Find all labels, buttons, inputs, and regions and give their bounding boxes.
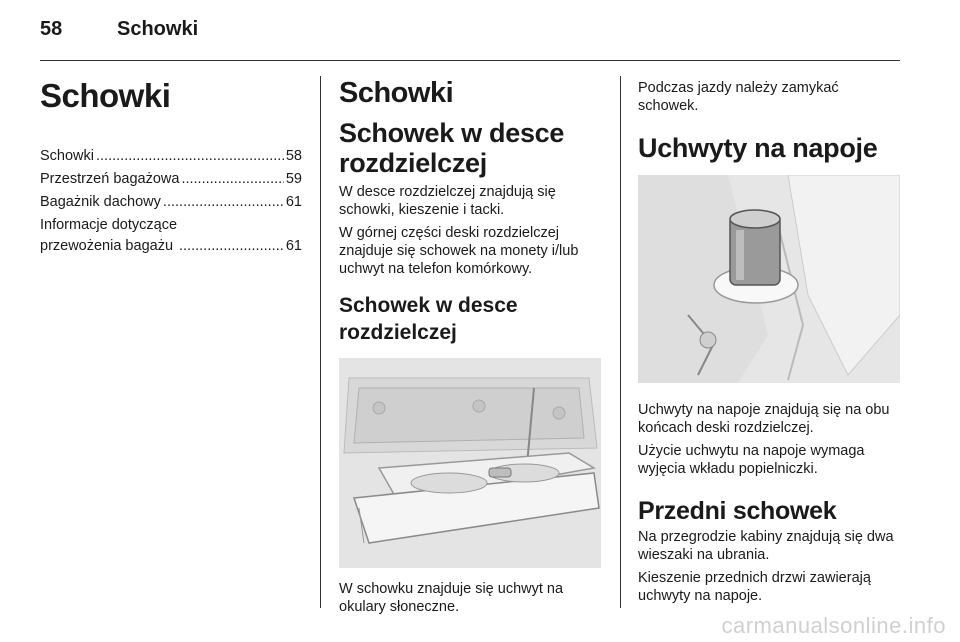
glovebox-drawing bbox=[339, 358, 601, 568]
section-heading: Schowki bbox=[339, 77, 454, 109]
subsection-heading: Schowek w desce rozdzielczej bbox=[339, 294, 518, 344]
subsection-heading: Schowek w desce rozdzielczej bbox=[339, 118, 565, 178]
section-heading: Uchwyty na napoje bbox=[638, 133, 878, 163]
paragraph: Podczas jazdy należy zamykać schowek. bbox=[638, 80, 839, 114]
toc-entry-label: Bagażnik dachowy bbox=[40, 194, 161, 210]
paragraph: Kieszenie przednich drzwi zawierają uchwyty na napoje. bbox=[638, 570, 871, 604]
toc-leader bbox=[179, 236, 284, 257]
paragraph: Na przegrodzie kabiny znajdują się dwa wieszaki na ubrania. bbox=[638, 529, 894, 563]
toc-leader bbox=[181, 169, 283, 190]
toc-entry-label: Informacje dotyczące przewożenia bagażu bbox=[40, 217, 178, 254]
toc-entry[interactable] bbox=[40, 215, 302, 257]
header-rule bbox=[40, 60, 900, 61]
chapter-title: Schowki bbox=[40, 77, 171, 114]
toc-entry[interactable] bbox=[40, 192, 302, 213]
toc-entry[interactable] bbox=[40, 169, 302, 190]
toc-entry[interactable] bbox=[40, 146, 302, 167]
figure-caption: W schowku znajduje się uchwyt na okulary słoneczne. bbox=[339, 581, 564, 615]
page-number: 58 bbox=[40, 18, 63, 40]
toc-entry-page: 61 bbox=[285, 238, 302, 254]
content-column-2 bbox=[339, 76, 604, 616]
paragraph: W desce rozdzielczej znajdują się schowki, kieszenie i tacki. bbox=[339, 184, 556, 218]
cupholder-drawing bbox=[638, 175, 900, 383]
column-divider-1 bbox=[320, 76, 321, 608]
content-column-3 bbox=[638, 76, 900, 605]
toc-column bbox=[40, 76, 302, 259]
column-divider-2 bbox=[620, 76, 621, 608]
paragraph: W górnej części deski rozdzielczej znajduje się schowek na monety i/lub uchwyt na telefon komórkowy. bbox=[339, 225, 579, 277]
section-heading: Przedni schowek bbox=[638, 497, 837, 525]
toc-leader bbox=[96, 146, 284, 167]
toc-entry-label: Schowki bbox=[40, 148, 94, 164]
toc-leader bbox=[163, 192, 284, 213]
toc-entry-label: Przestrzeń bagażowa bbox=[40, 171, 180, 187]
watermark: carmanualsonline.info bbox=[721, 613, 946, 638]
glovebox-illustration bbox=[339, 358, 601, 568]
toc-entry-page: 61 bbox=[285, 194, 302, 210]
toc-entry-page: 58 bbox=[285, 148, 302, 164]
toc-entry-page: 59 bbox=[285, 171, 302, 187]
cupholder-illustration bbox=[638, 175, 900, 383]
toc-list bbox=[40, 146, 302, 257]
paragraph: Użycie uchwytu na napoje wymaga wyjęcia wkładu popielniczki. bbox=[638, 443, 865, 477]
paragraph: Uchwyty na napoje znajdują się na obu końcach deski rozdzielczej. bbox=[638, 402, 890, 436]
running-header: Schowki bbox=[117, 18, 199, 40]
